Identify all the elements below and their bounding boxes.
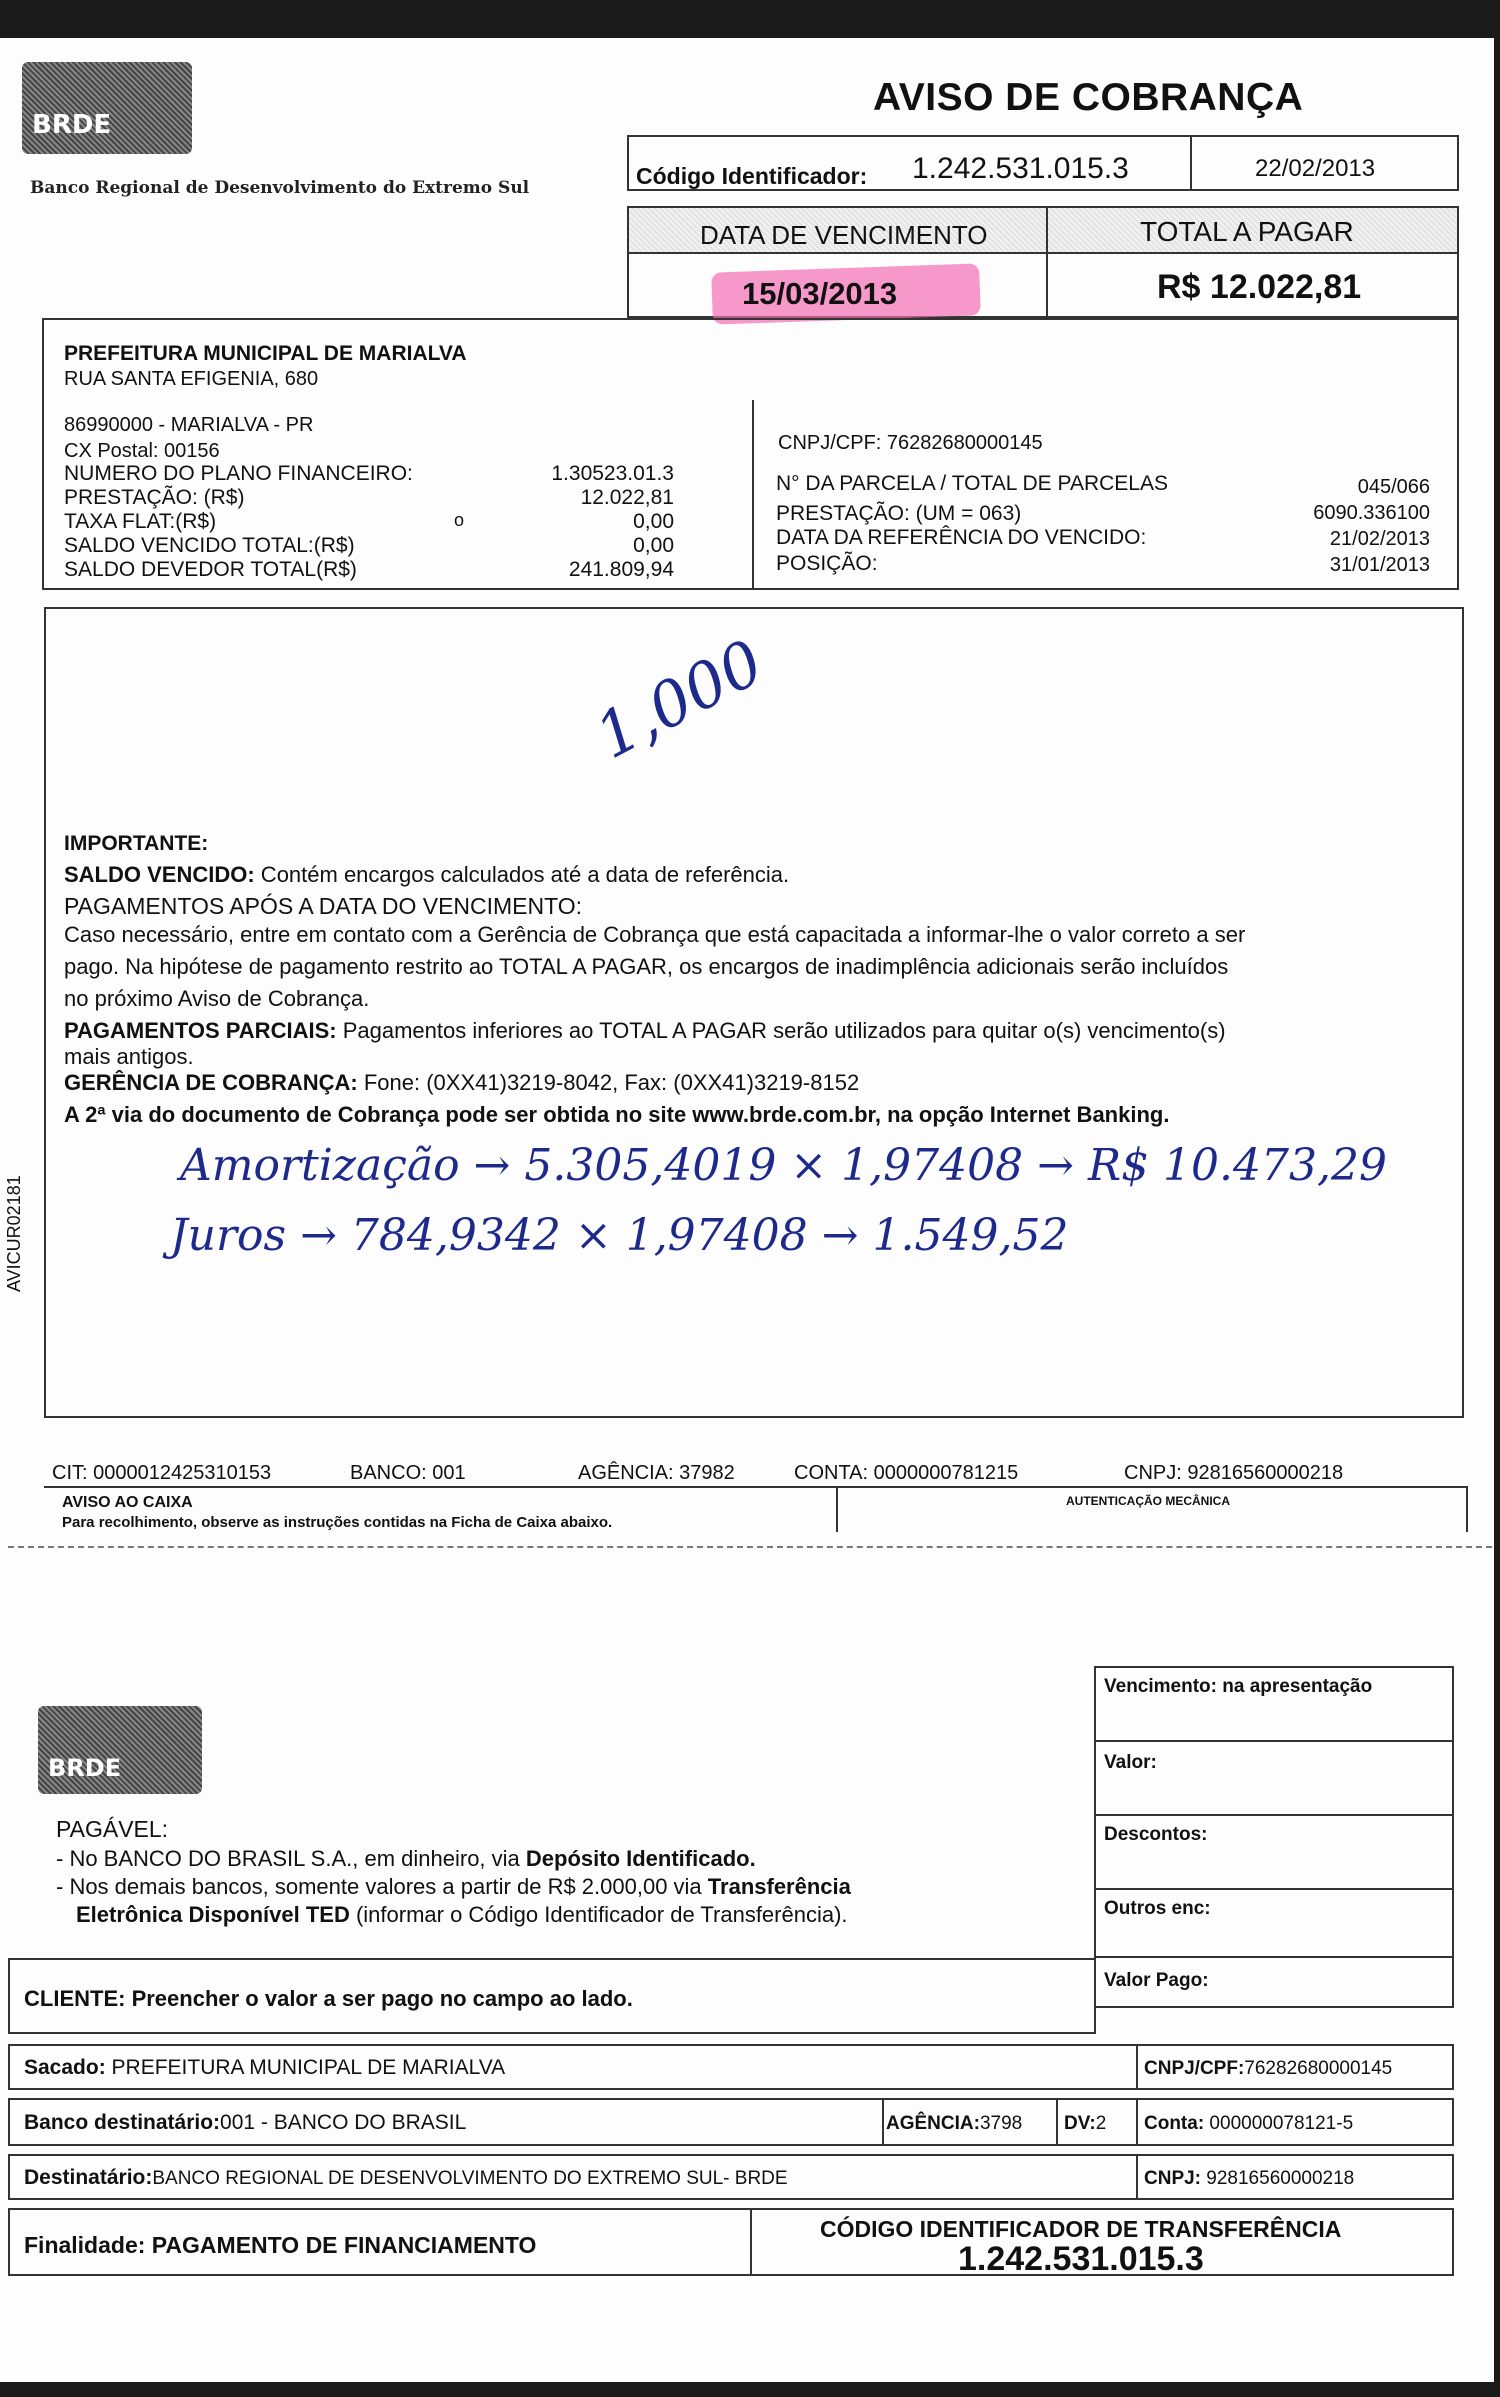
sacado-value: PREFEITURA MUNICIPAL DE MARIALVA xyxy=(105,2056,506,2079)
brde-logo-ficha-text: BRDE xyxy=(48,1754,122,1782)
sacado-cnpj-value: 76282680000145 xyxy=(1244,2058,1393,2079)
total-value: R$ 12.022,81 xyxy=(1157,268,1362,306)
valor-pago-field-label: Valor Pago: xyxy=(1104,1970,1209,1991)
pagavel-line-3 xyxy=(76,1902,848,1928)
prestacao-value: 12.022,81 xyxy=(580,486,674,509)
banco-destinatario-label: Banco destinatário: xyxy=(24,2111,221,2134)
codigo-label: Código Identificador: xyxy=(636,163,868,189)
destinatario-cnpj-label: CNPJ: xyxy=(1144,2168,1202,2189)
brde-logo xyxy=(22,62,192,154)
agencia-field xyxy=(886,2113,1022,2135)
saldo-devedor-label: SALDO DEVEDOR TOTAL(R$) xyxy=(64,558,357,581)
client-address: RUA SANTA EFIGENIA, 680 xyxy=(64,368,319,390)
apos-line-3: no próximo Aviso de Cobrança. xyxy=(64,986,370,1011)
agencia-value: 3798 xyxy=(979,2113,1023,2134)
footer-banco: BANCO: 001 xyxy=(350,1462,466,1484)
cut-line xyxy=(8,1546,1492,1548)
importante-heading: IMPORTANTE: xyxy=(64,832,209,855)
pagavel-line-1 xyxy=(56,1846,756,1872)
pagavel-line-3-text: (informar o Código Identificador de Transferência). xyxy=(349,1902,848,1927)
pagavel-heading: PAGÁVEL: xyxy=(56,1816,169,1842)
footer-cnpj: CNPJ: 92816560000218 xyxy=(1124,1462,1344,1484)
side-code: AVICUR02181 xyxy=(4,1175,24,1292)
sacado-cnpj-label: CNPJ/CPF: xyxy=(1144,2058,1245,2079)
prestacao-um-label: PRESTAÇÃO: (UM = 063) xyxy=(776,502,1022,525)
segunda-via-note: A 2ª via do documento de Cobrança pode ser obtida no site www.brde.com.br, na opção Internet Banking. xyxy=(64,1102,1170,1127)
cod-transf-value: 1.242.531.015.3 xyxy=(958,2240,1204,2278)
gerencia-note-label: GERÊNCIA DE COBRANÇA: xyxy=(64,1070,358,1095)
sacado-label: Sacado: xyxy=(24,2056,106,2079)
bank-name: Banco Regional de Desenvolvimento do Extremo Sul xyxy=(30,178,530,198)
scan-right-border xyxy=(1494,0,1500,2397)
gerencia-note xyxy=(64,1070,859,1096)
conta-value: 000000078121-5 xyxy=(1204,2113,1354,2134)
dv-field xyxy=(1064,2113,1106,2135)
saldo-vencido-note-label: SALDO VENCIDO: xyxy=(64,862,255,887)
valor-field-label: Valor: xyxy=(1104,1752,1157,1773)
client-cx-postal: CX Postal: 00156 xyxy=(64,440,220,462)
descontos-field-label: Descontos: xyxy=(1104,1824,1208,1845)
handwritten-juros: Juros → 784,9342 × 1,97408 → 1.549,52 xyxy=(170,1210,1069,1261)
data-referencia-label: DATA DA REFERÊNCIA DO VENCIDO: xyxy=(776,526,1147,549)
plan-number-value: 1.30523.01.3 xyxy=(551,462,674,485)
parciais-line-2: mais antigos. xyxy=(64,1044,194,1069)
destinatario-label: Destinatário: xyxy=(24,2166,153,2189)
dv-label: DV: xyxy=(1064,2113,1096,2134)
brde-logo-text: BRDE xyxy=(32,110,112,140)
destinatario-cnpj-value: 92816560000218 xyxy=(1201,2168,1355,2189)
conta-field xyxy=(1144,2113,1353,2135)
saldo-vencido-note xyxy=(64,862,789,888)
posicao-value: 31/01/2013 xyxy=(1329,554,1430,576)
footer-conta: CONTA: 0000000781215 xyxy=(794,1462,1019,1484)
pagavel-line-1-bold: Depósito Identificado. xyxy=(525,1846,756,1871)
client-name: PREFEITURA MUNICIPAL DE MARIALVA xyxy=(64,342,467,365)
plan-number-label: NUMERO DO PLANO FINANCEIRO: xyxy=(64,462,413,485)
apos-line-1: Caso necessário, entre em contato com a Gerência de Cobrança que está capacitada a informar-lhe o valor correto a ser xyxy=(64,922,1246,947)
sacado-field xyxy=(24,2056,505,2080)
pagavel-line-2 xyxy=(56,1874,851,1900)
pagavel-line-1-text: - No BANCO DO BRASIL S.A., em dinheiro, via xyxy=(56,1846,526,1871)
small-mark: o xyxy=(454,510,465,530)
notes-box xyxy=(44,607,1464,1418)
saldo-devedor-value: 241.809,94 xyxy=(568,558,674,581)
pagavel-line-2-bold: Transferência xyxy=(707,1874,851,1899)
parcela-label: N° DA PARCELA / TOTAL DE PARCELAS xyxy=(776,472,1168,495)
destinatario-cnpj xyxy=(1144,2168,1354,2190)
total-label: TOTAL A PAGAR xyxy=(1140,216,1354,247)
banco-destinatario-value: 001 - BANCO DO BRASIL xyxy=(220,2111,467,2134)
saldo-vencido-label: SALDO VENCIDO TOTAL:(R$) xyxy=(64,534,355,557)
scan-top-border xyxy=(0,0,1500,38)
vencimento-field-label: Vencimento: na apresentação xyxy=(1104,1676,1373,1697)
banco-destinatario-field xyxy=(24,2111,466,2135)
codigo-value: 1.242.531.015.3 xyxy=(912,152,1129,185)
footer-agencia: AGÊNCIA: 37982 xyxy=(578,1462,735,1484)
cliente-instruction xyxy=(24,1986,633,2012)
handwritten-amortizacao: Amortização → 5.305,4019 × 1,97408 → R$ 10.473,29 xyxy=(180,1140,1387,1191)
outros-enc-field-label: Outros enc: xyxy=(1104,1898,1211,1919)
apos-heading: PAGAMENTOS APÓS A DATA DO VENCIMENTO: xyxy=(64,893,583,919)
conta-label: Conta: xyxy=(1144,2113,1205,2134)
autenticacao-mecanica: AUTENTICAÇÃO MECÂNICA xyxy=(1066,1494,1230,1508)
cliente-instruction-text: Preencher o valor a ser pago no campo ao lado. xyxy=(125,1986,633,2011)
pagavel-line-3-bold: Eletrônica Disponível TED xyxy=(76,1902,350,1927)
prestacao-label: PRESTAÇÃO: (R$) xyxy=(64,486,245,509)
saldo-vencido-note-text: Contém encargos calculados até a data de referência. xyxy=(254,862,790,887)
cliente-instruction-label: CLIENTE: xyxy=(24,1986,126,2011)
client-cnpj: CNPJ/CPF: 76282680000145 xyxy=(778,432,1043,454)
taxa-flat-value: 0,00 xyxy=(633,510,674,533)
parciais-note-text: Pagamentos inferiores ao TOTAL A PAGAR serão utilizados para quitar o(s) vencimento(s) xyxy=(336,1018,1226,1043)
cod-transf-label: CÓDIGO IDENTIFICADOR DE TRANSFERÊNCIA xyxy=(820,2216,1342,2242)
handwritten-note-top: 1,000 xyxy=(583,625,775,773)
client-cep-city: 86990000 - MARIALVA - PR xyxy=(64,414,314,436)
apos-line-2: pago. Na hipótese de pagamento restrito ao TOTAL A PAGAR, os encargos de inadimplência adicionais serão incluídos xyxy=(64,954,1229,979)
prestacao-um-value: 6090.336100 xyxy=(1313,502,1430,524)
aviso-caixa-label: AVISO AO CAIXA xyxy=(62,1494,193,1511)
cit-number: CIT: 0000012425310153 xyxy=(52,1462,272,1484)
agencia-label: AGÊNCIA: xyxy=(886,2113,980,2134)
vencimento-value: 15/03/2013 xyxy=(742,276,898,311)
brde-logo-ficha xyxy=(38,1706,202,1794)
finalidade-label: Finalidade: xyxy=(24,2232,146,2258)
emission-date: 22/02/2013 xyxy=(1255,155,1376,182)
destinatario-value: BANCO REGIONAL DE DESENVOLVIMENTO DO EXTREMO SUL- BRDE xyxy=(152,2168,788,2189)
document-title: AVISO DE COBRANÇA xyxy=(873,76,1304,119)
sacado-cnpj xyxy=(1144,2058,1392,2080)
destinatario-field xyxy=(24,2166,788,2190)
parcela-value: 045/066 xyxy=(1357,476,1430,498)
taxa-flat-label: TAXA FLAT:(R$) xyxy=(64,510,217,533)
finalidade-field xyxy=(24,2232,536,2259)
parciais-note-label: PAGAMENTOS PARCIAIS: xyxy=(64,1018,337,1043)
aviso-caixa-instr: Para recolhimento, observe as instruções contidas na Ficha de Caixa abaixo. xyxy=(62,1514,613,1531)
finalidade-value: PAGAMENTO DE FINANCIAMENTO xyxy=(145,2232,537,2258)
pagavel-line-2-text: - Nos demais bancos, somente valores a partir de R$ 2.000,00 via xyxy=(56,1874,708,1899)
posicao-label: POSIÇÃO: xyxy=(776,552,878,575)
scan-bottom-border xyxy=(0,2382,1500,2397)
vencimento-label: DATA DE VENCIMENTO xyxy=(700,220,988,250)
dv-value: 2 xyxy=(1095,2113,1107,2134)
saldo-vencido-value: 0,00 xyxy=(633,534,674,557)
data-referencia-value: 21/02/2013 xyxy=(1329,528,1430,550)
gerencia-note-text: Fone: (0XX41)3219-8042, Fax: (0XX41)3219-8152 xyxy=(357,1070,860,1095)
parciais-note xyxy=(64,1018,1226,1044)
